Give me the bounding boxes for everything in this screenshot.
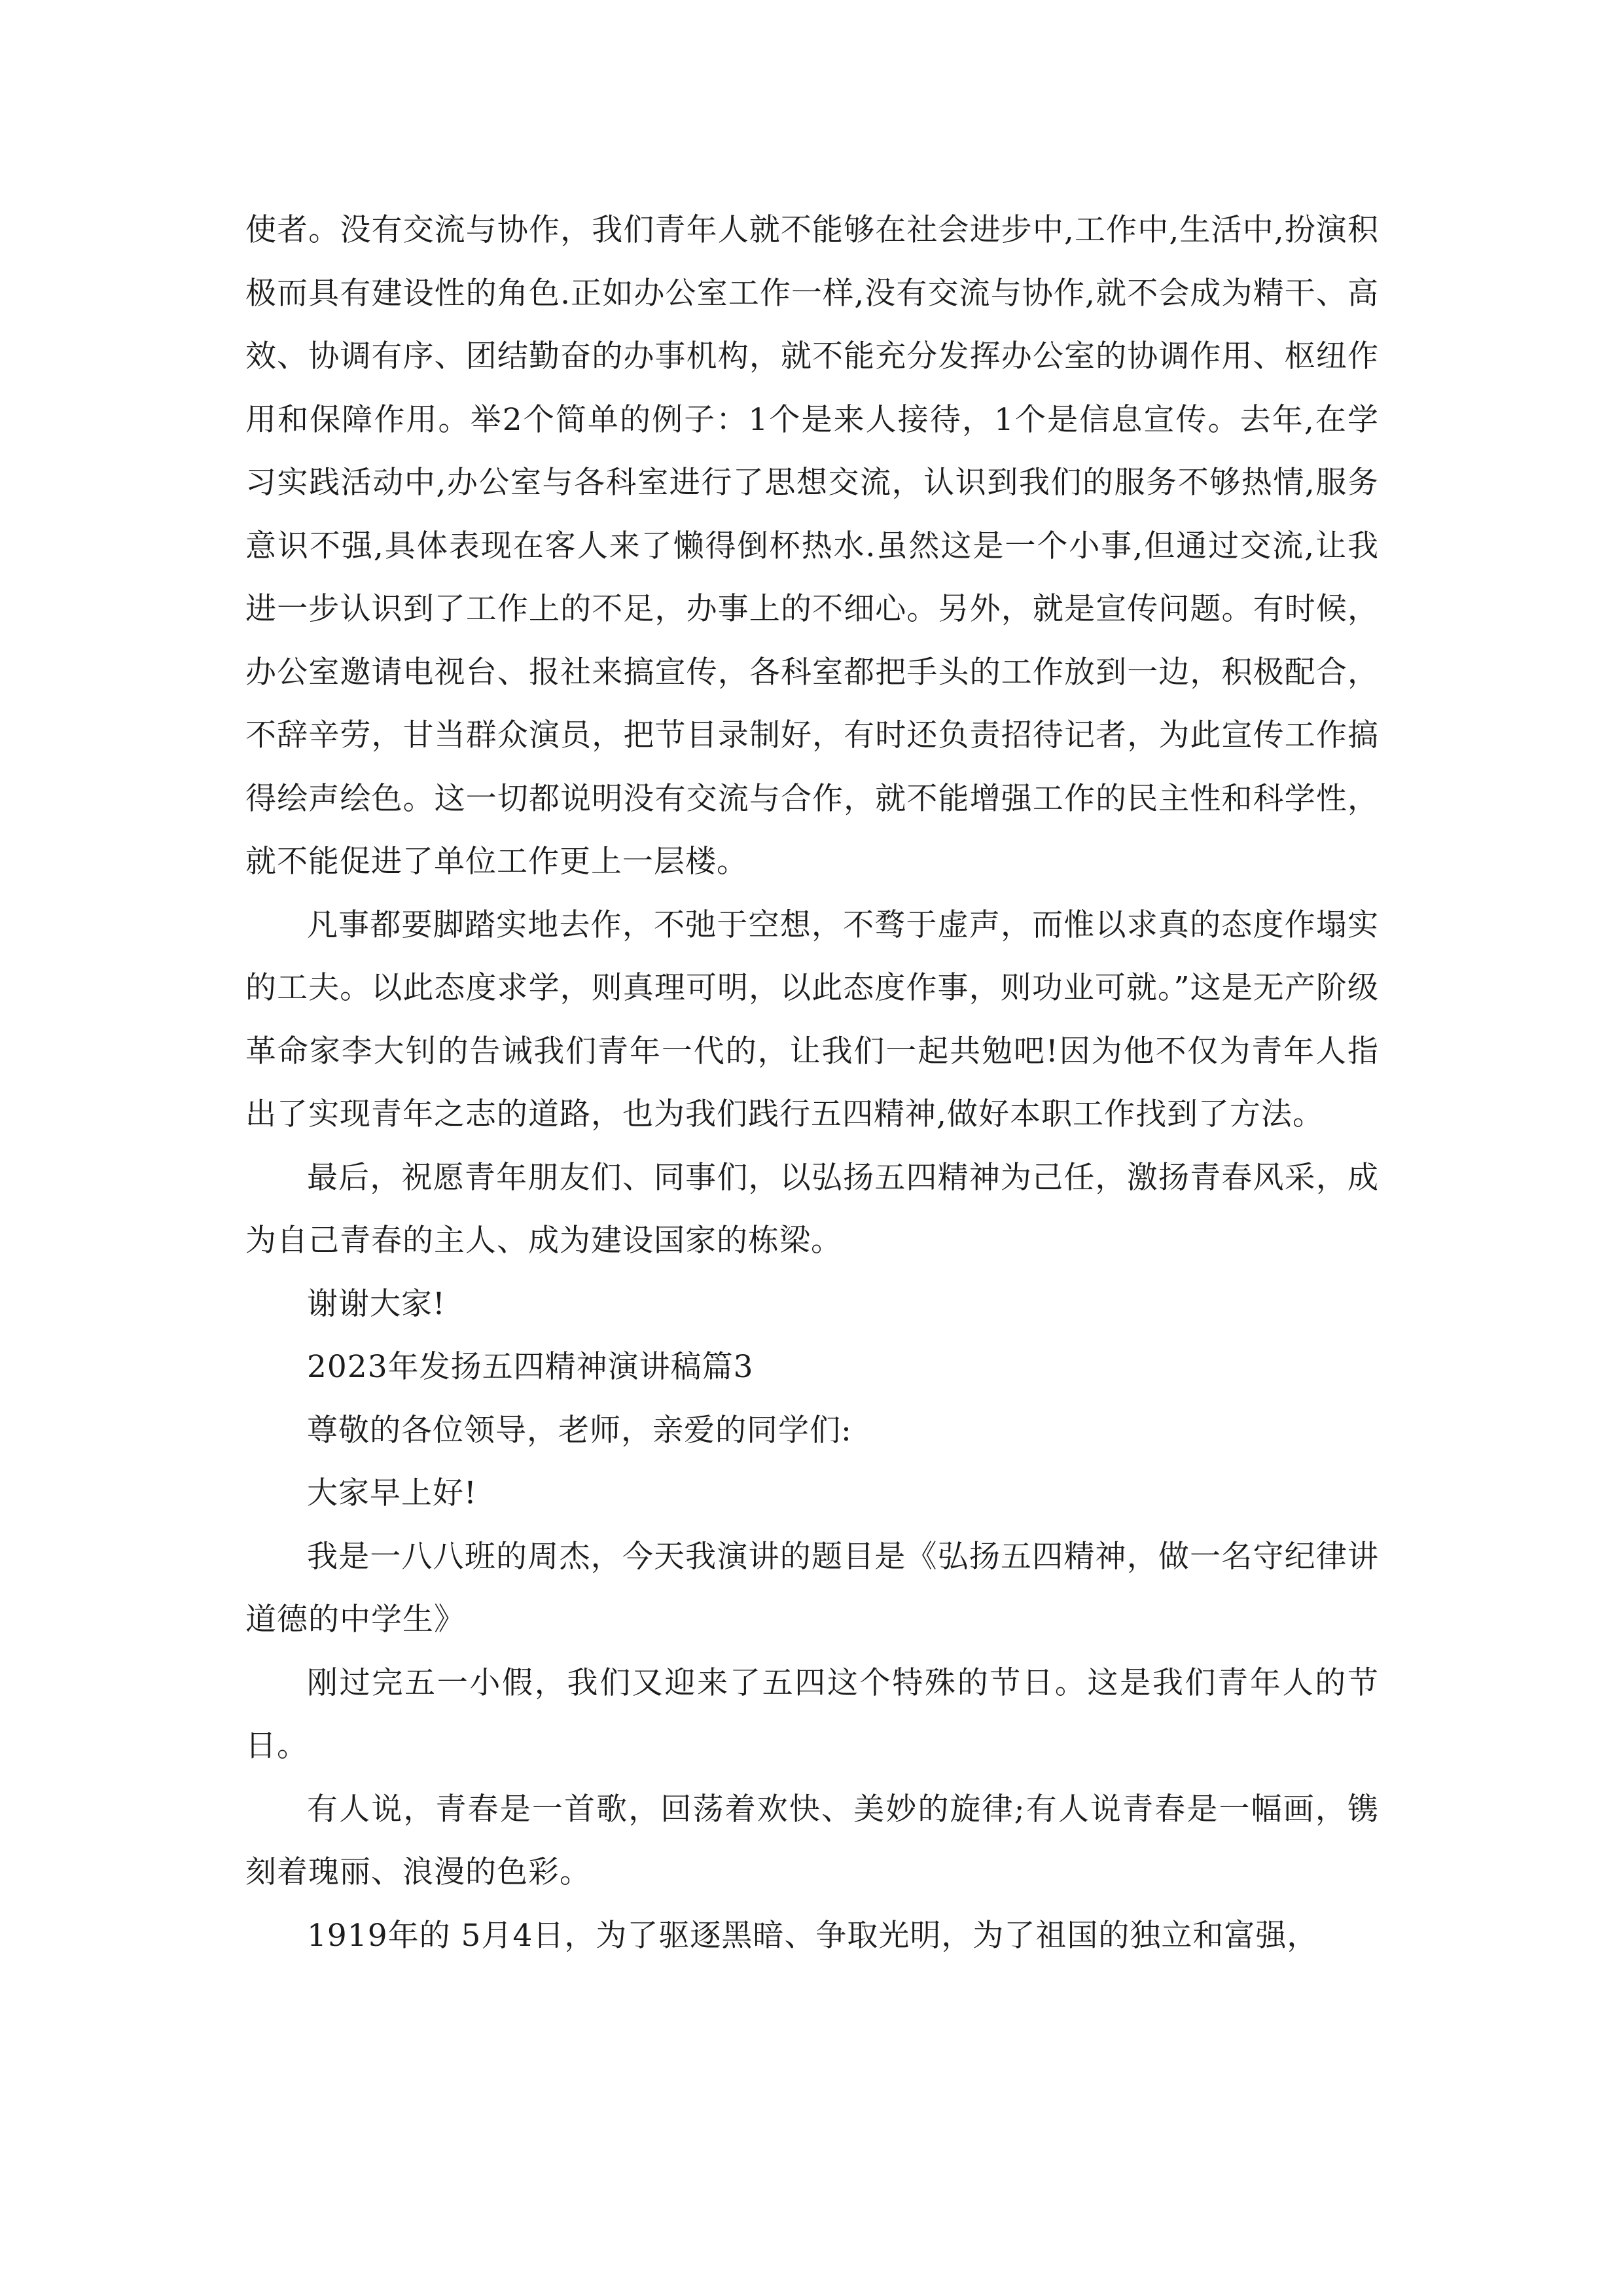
paragraph-salutation: 尊敬的各位领导，老师，亲爱的同学们:	[307, 1412, 852, 1448]
paragraph-closing-wish: 最后，祝愿青年朋友们、同事们，以弘扬五四精神为己任，激扬青春风采，成为自己青春的主人、成为建设国家的栋梁。	[245, 1159, 1379, 1259]
paragraph-youth: 有人说，青春是一首歌，回荡着欢快、美妙的旋律;有人说青春是一幅画，镌刻着瑰丽、浪漫的色彩。	[245, 1791, 1379, 1890]
paragraph-introduction: 我是一八八班的周杰，今天我演讲的题目是《弘扬五四精神，做一名守纪律讲道德的中学生》	[245, 1538, 1379, 1638]
paragraph-thanks: 谢谢大家!	[307, 1285, 446, 1322]
paragraph-continuation: 使者。没有交流与协作，我们青年人就不能够在社会进步中,工作中,生活中,扮演积极而具有建设性的角色.正如办公室工作一样,没有交流与协作,就不会成为精干、高效、协调有序、团结勤奋的办事机构，就不能充分发挥办公室的协调作用、枢纽作用和保障作用。举2个简单的例子：1个是来人接待，1个是信息宣传。去年,在学习实践活动中,办公室与各科室进行了思想交流，认识到我们的服务不够热情,服务意识不强,具体表现在客人来了懒得倒杯热水.虽然这是一个小事,但通过交流,让我进一步认识到了工作上的不足，办事上的不细心。另外，就是宣传问题。有时候，办公室邀请电视台、报社来搞宣传，各科室都把手头的工作放到一边，积极配合，不辞辛劳，甘当群众演员，把节目录制好，有时还负责招待记者，为此宣传工作搞得绘声绘色。这一切都说明没有交流与合作，就不能增强工作的民主性和科学性，就不能促进了单位工作更上一层楼。	[245, 212, 1379, 880]
section-heading: 2023年发扬五四精神演讲稿篇3	[307, 1349, 754, 1385]
paragraph-quote-li-dazhao: 凡事都要脚踏实地去作，不弛于空想，不骛于虚声，而惟以求真的态度作塌实的工夫。以此态度求学，则真理可明，以此态度作事，则功业可就。”这是无产阶级革命家李大钊的告诫我们青年一代的，让我们一起共勉吧!因为他不仅为青年人指出了实现青年之志的道路，也为我们践行五四精神,做好本职工作找到了方法。	[245, 906, 1379, 1132]
paragraph-history: 1919年的 5月4日，为了驱逐黑暗、争取光明，为了祖国的独立和富强，	[307, 1917, 1319, 1954]
document-body	[245, 199, 1379, 1967]
paragraph-holiday: 刚过完五一小假，我们又迎来了五四这个特殊的节日。这是我们青年人的节日。	[245, 1664, 1379, 1764]
paragraph-greeting: 大家早上好!	[307, 1475, 477, 1511]
